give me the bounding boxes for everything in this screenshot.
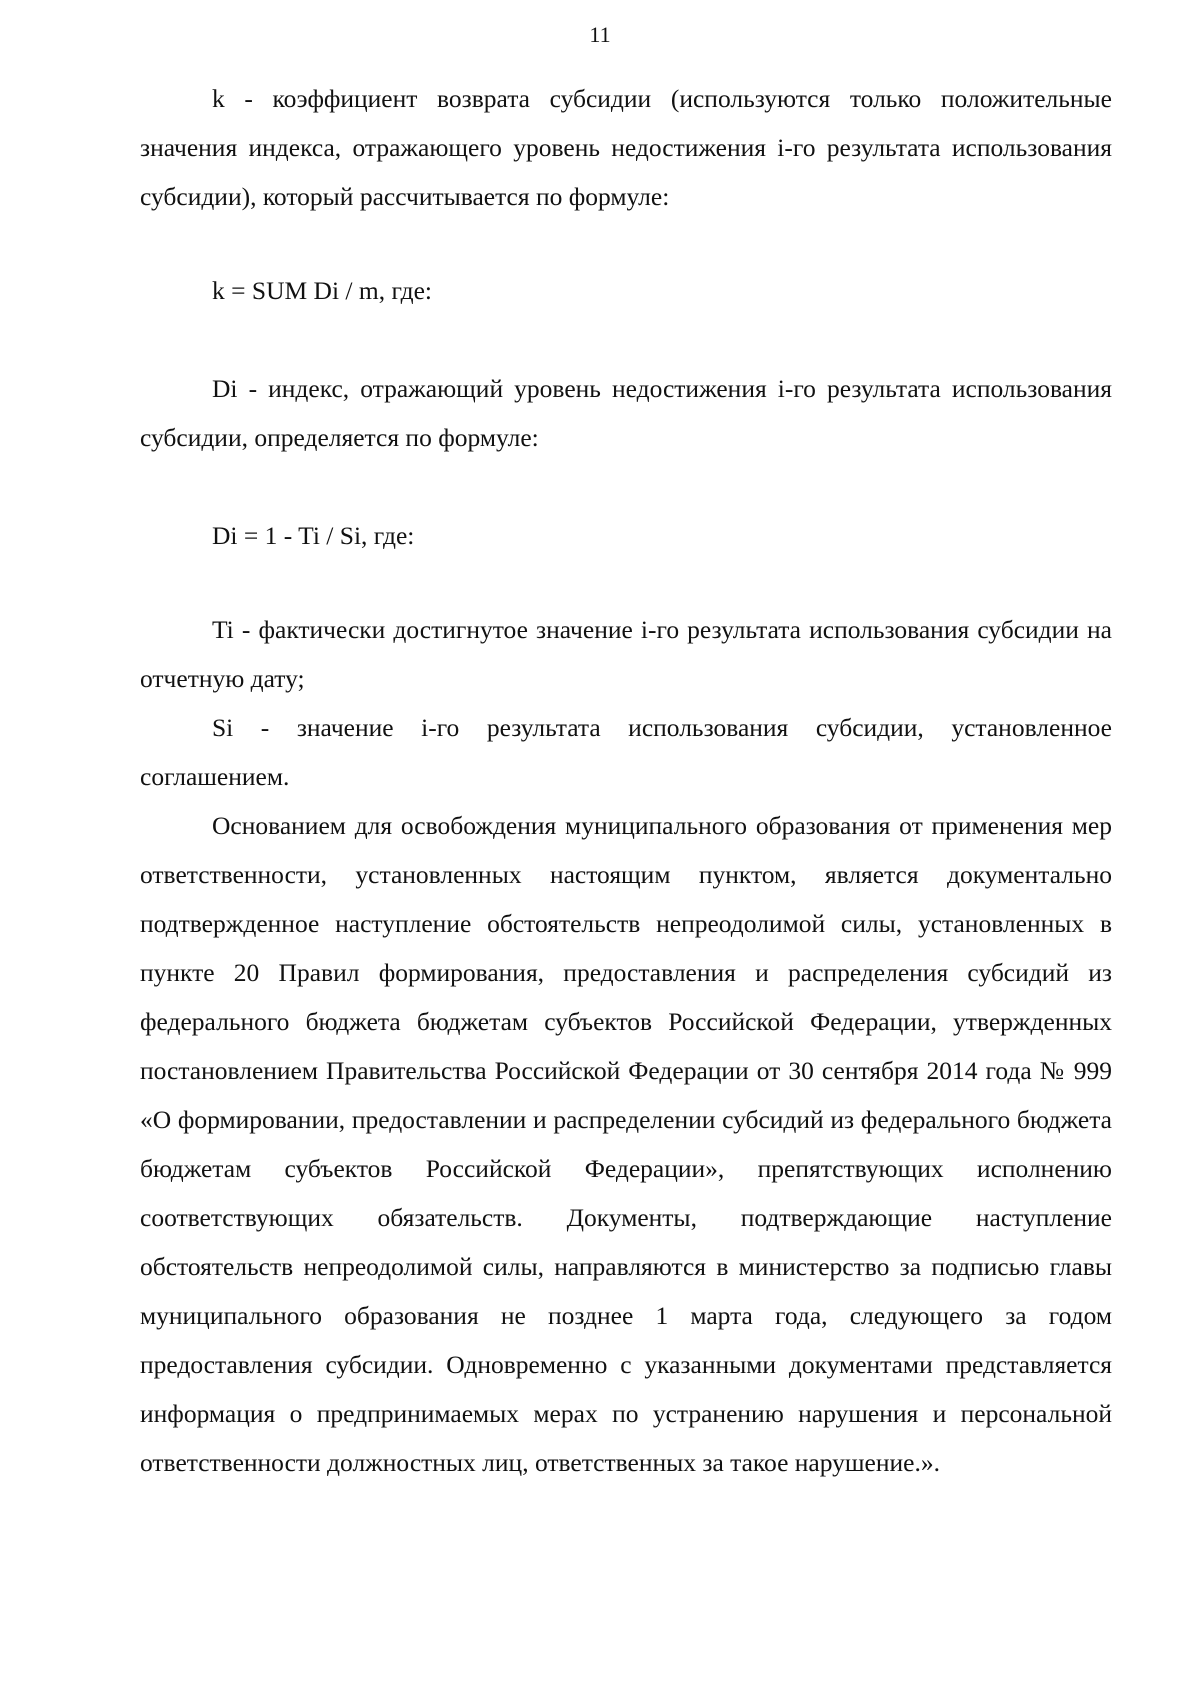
- spacer: [140, 560, 1112, 605]
- formula-k: k = SUM Di / m, где:: [212, 276, 433, 305]
- spacer: [140, 315, 1112, 364]
- page-number: 11: [589, 22, 611, 47]
- formula-di: Di = 1 - Ti / Si, где:: [212, 521, 415, 550]
- paragraph-exemption-basis: Основанием для освобождения муниципального образования от применения мер ответственности, установленных настоящим пунктом, является документально подтвержденное наступление обстоятельств непреодолимой силы, установленных в пункте 20 Правил формирования, предоставления и распределения субсидий из федерального бюджета бюджетам субъектов Российской Федерации, утвержденных постановлением Правительства Российской Федерации от 30 сентября 2014 года № 999 «О формировании, предоставлении и распределении субсидий из федерального бюджета бюджетам субъектов Российской Федерации», препятствующих исполнению соответствующих обязательств. Документы, подтверждающие наступление обстоятельств непреодолимой силы, направляются в министерство за подписью главы муниципального образования не позднее 1 марта года, следующего за годом предоставления субсидии. Одновременно с указанными документами представляется информация о предпринимаемых мерах по устранению нарушения и персональной ответственности должностных лиц, ответственных за такое нарушение.».: [140, 811, 1112, 1477]
- spacer: [140, 221, 1112, 266]
- paragraph-coefficient-k: k - коэффициент возврата субсидии (используются только положительные значения индекса, отражающего уровень недостижения i-го результата использования субсидии), который рассчитывается по формуле:: [140, 84, 1112, 211]
- document-body: [140, 74, 1112, 1487]
- spacer: [140, 462, 1112, 511]
- paragraph-value-si: Si - значение i-го результата использования субсидии, установленное соглашением.: [140, 713, 1112, 791]
- paragraph-value-ti: Ti - фактически достигнутое значение i-го результата использования субсидии на отчетную дату;: [140, 615, 1112, 693]
- paragraph-index-di: Di - индекс, отражающий уровень недостижения i-го результата использования субсидии, определяется по формуле:: [140, 374, 1112, 452]
